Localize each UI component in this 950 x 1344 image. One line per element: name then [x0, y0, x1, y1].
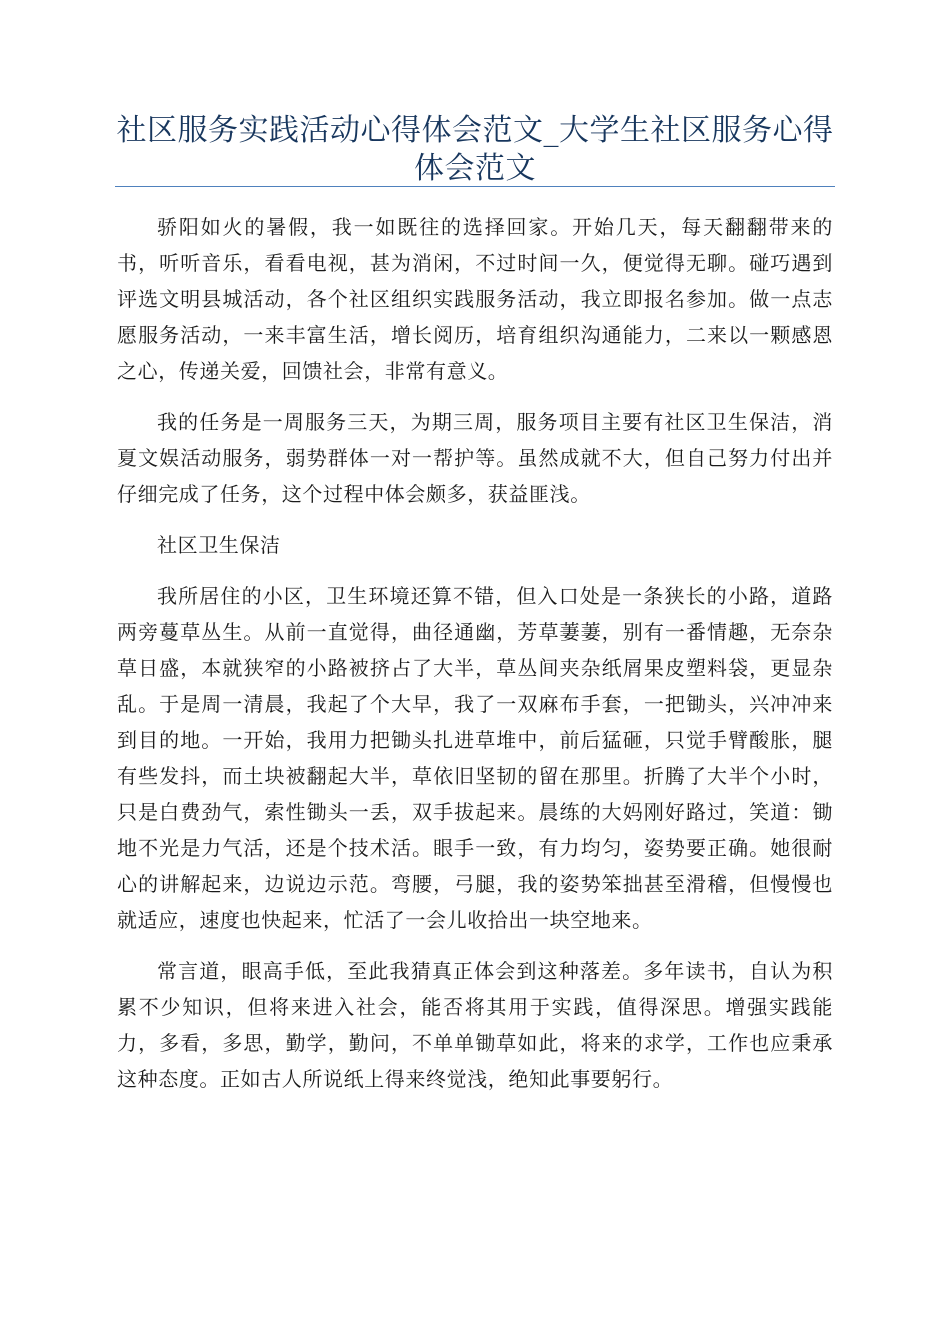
paragraph-reflection: 常言道，眼高手低，至此我猜真正体会到这种落差。多年读书，自认为积累不少知识，但将来进入社会，能否将其用于实践，值得深思。增强实践能力，多看，多思，勤学，勤问，不单单锄草如此，将来的求学，工作也应秉承这种态度。正如古人所说纸上得来终觉浅，绝知此事要躬行。	[117, 959, 833, 1091]
document-title: 社区服务实践活动心得体会范文_大学生社区服务心得体会范文	[116, 113, 834, 186]
paragraph-cleaning: 我所居住的小区，卫生环境还算不错，但入口处是一条狭长的小路，道路两旁蔓草丛生。从前一直觉得，曲径通幽，芳草萋萋，别有一番情趣，无奈杂草日盛，本就狭窄的小路被挤占了大半，草丛间夹杂纸屑果皮塑料袋，更显杂乱。于是周一清晨，我起了个大早，我了一双麻布手套，一把锄头，兴冲冲来到目的地。一开始，我用力把锄头扎进草堆中，前后猛砸，只觉手臂酸胀，腿有些发抖，而土块被翻起大半，草依旧坚韧的留在那里。折腾了大半个小时，只是白费劲气，索性锄头一丢，双手拔起来。晨练的大妈刚好路过，笑道：锄地不光是力气活，还是个技术活。眼手一致，有力均匀，姿势要正确。她很耐心的讲解起来，边说边示范。弯腰，弓腿，我的姿势笨拙甚至滑稽，但慢慢也就适应，速度也快起来，忙活了一会儿收拾出一块空地来。	[117, 584, 833, 932]
section-heading-cleaning: 社区卫生保洁	[157, 533, 281, 557]
title-underline	[115, 186, 835, 187]
paragraph-task: 我的任务是一周服务三天，为期三周，服务项目主要有社区卫生保洁，消夏文娱活动服务，弱势群体一对一帮护等。虽然成就不大，但自己努力付出并仔细完成了任务，这个过程中体会颇多，获益匪浅。	[117, 410, 833, 506]
document-body	[117, 209, 833, 1112]
paragraph-intro: 骄阳如火的暑假，我一如既往的选择回家。开始几天，每天翻翻带来的书，听听音乐，看看电视，甚为消闲，不过时间一久，便觉得无聊。碰巧遇到评选文明县城活动，各个社区组织实践服务活动，我立即报名参加。做一点志愿服务活动，一来丰富生活，增长阅历，培育组织沟通能力，二来以一颗感恩之心，传递关爱，回馈社会，非常有意义。	[117, 215, 833, 383]
